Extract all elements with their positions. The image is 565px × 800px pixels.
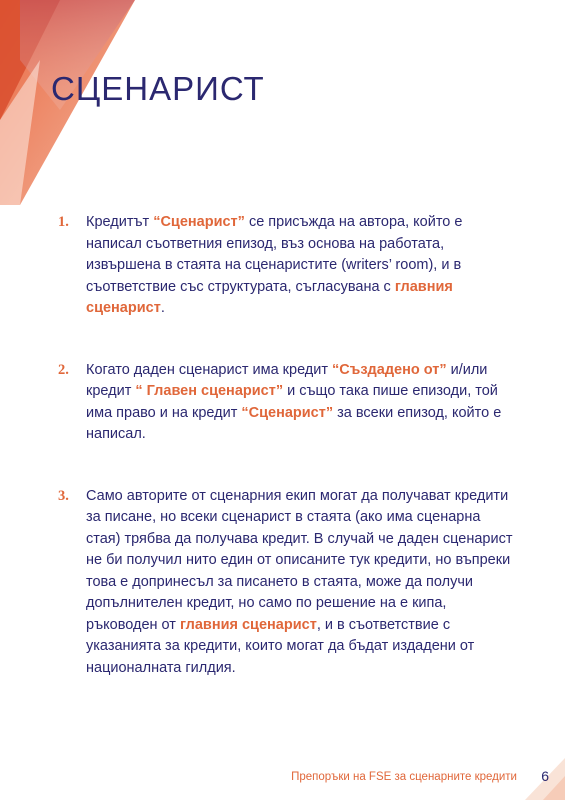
- list-item: [58, 486, 518, 680]
- text-segment: за всеки епизод, който е написал.: [86, 404, 502, 442]
- list-item-text: [86, 360, 518, 446]
- text-segment: , и в съответствие с указанията за кредити, които могат да бъдат издадени от националната гилдия.: [86, 616, 475, 676]
- list-item-text: [86, 486, 518, 680]
- highlighted-term: “Създадено от”: [332, 361, 447, 378]
- list-item-number: 2.: [58, 361, 69, 378]
- text-segment: Когато даден сценарист има кредит: [86, 361, 333, 378]
- text-segment: и също така пише епизоди, той има право и на кредит: [86, 383, 498, 421]
- list-item-number: 3.: [58, 487, 69, 504]
- text-segment: Само авторите от сценарния екип могат да получават кредити за писане, но всеки сценарист в стаята (ако има сценарна стая) трябва да получава кредит. В случай че даден сценарист не би получил нито един от описаните тук кредити, но въпреки това е допринесъл за писането в стаята, може да получи допълнителен кредит, но само по решение на е кипа, ръководен от: [86, 487, 513, 633]
- list-item-text: [86, 212, 518, 320]
- highlighted-term: главния сценарист: [86, 278, 453, 316]
- page-number: 6: [541, 768, 549, 784]
- footer-decoration: [505, 740, 565, 800]
- credit-rules-list: [58, 212, 518, 719]
- list-item-number: 1.: [58, 214, 69, 230]
- page-title: СЦЕНАРИСТ: [51, 70, 265, 107]
- text-segment: Кредитът: [86, 214, 154, 230]
- highlighted-term: “Сценарист”: [153, 214, 245, 230]
- text-segment: и/или кредит: [86, 361, 488, 399]
- highlighted-term: главния сценарист: [179, 616, 317, 633]
- highlighted-term: “Сценарист”: [241, 404, 334, 421]
- footer-caption: Препоръки на FSE за сценарните кредити: [291, 771, 517, 783]
- highlighted-term: “ Главен сценарист”: [135, 383, 284, 399]
- text-segment: .: [160, 300, 165, 316]
- list-item: [58, 212, 518, 320]
- text-segment: се присъжда на автора, който е написал съответния епизод, въз основа на работата, извършена в стаята на сценаристите (writers’ room), и в съответствие със структурата, съгласувана с: [86, 214, 463, 295]
- list-item: [58, 360, 518, 446]
